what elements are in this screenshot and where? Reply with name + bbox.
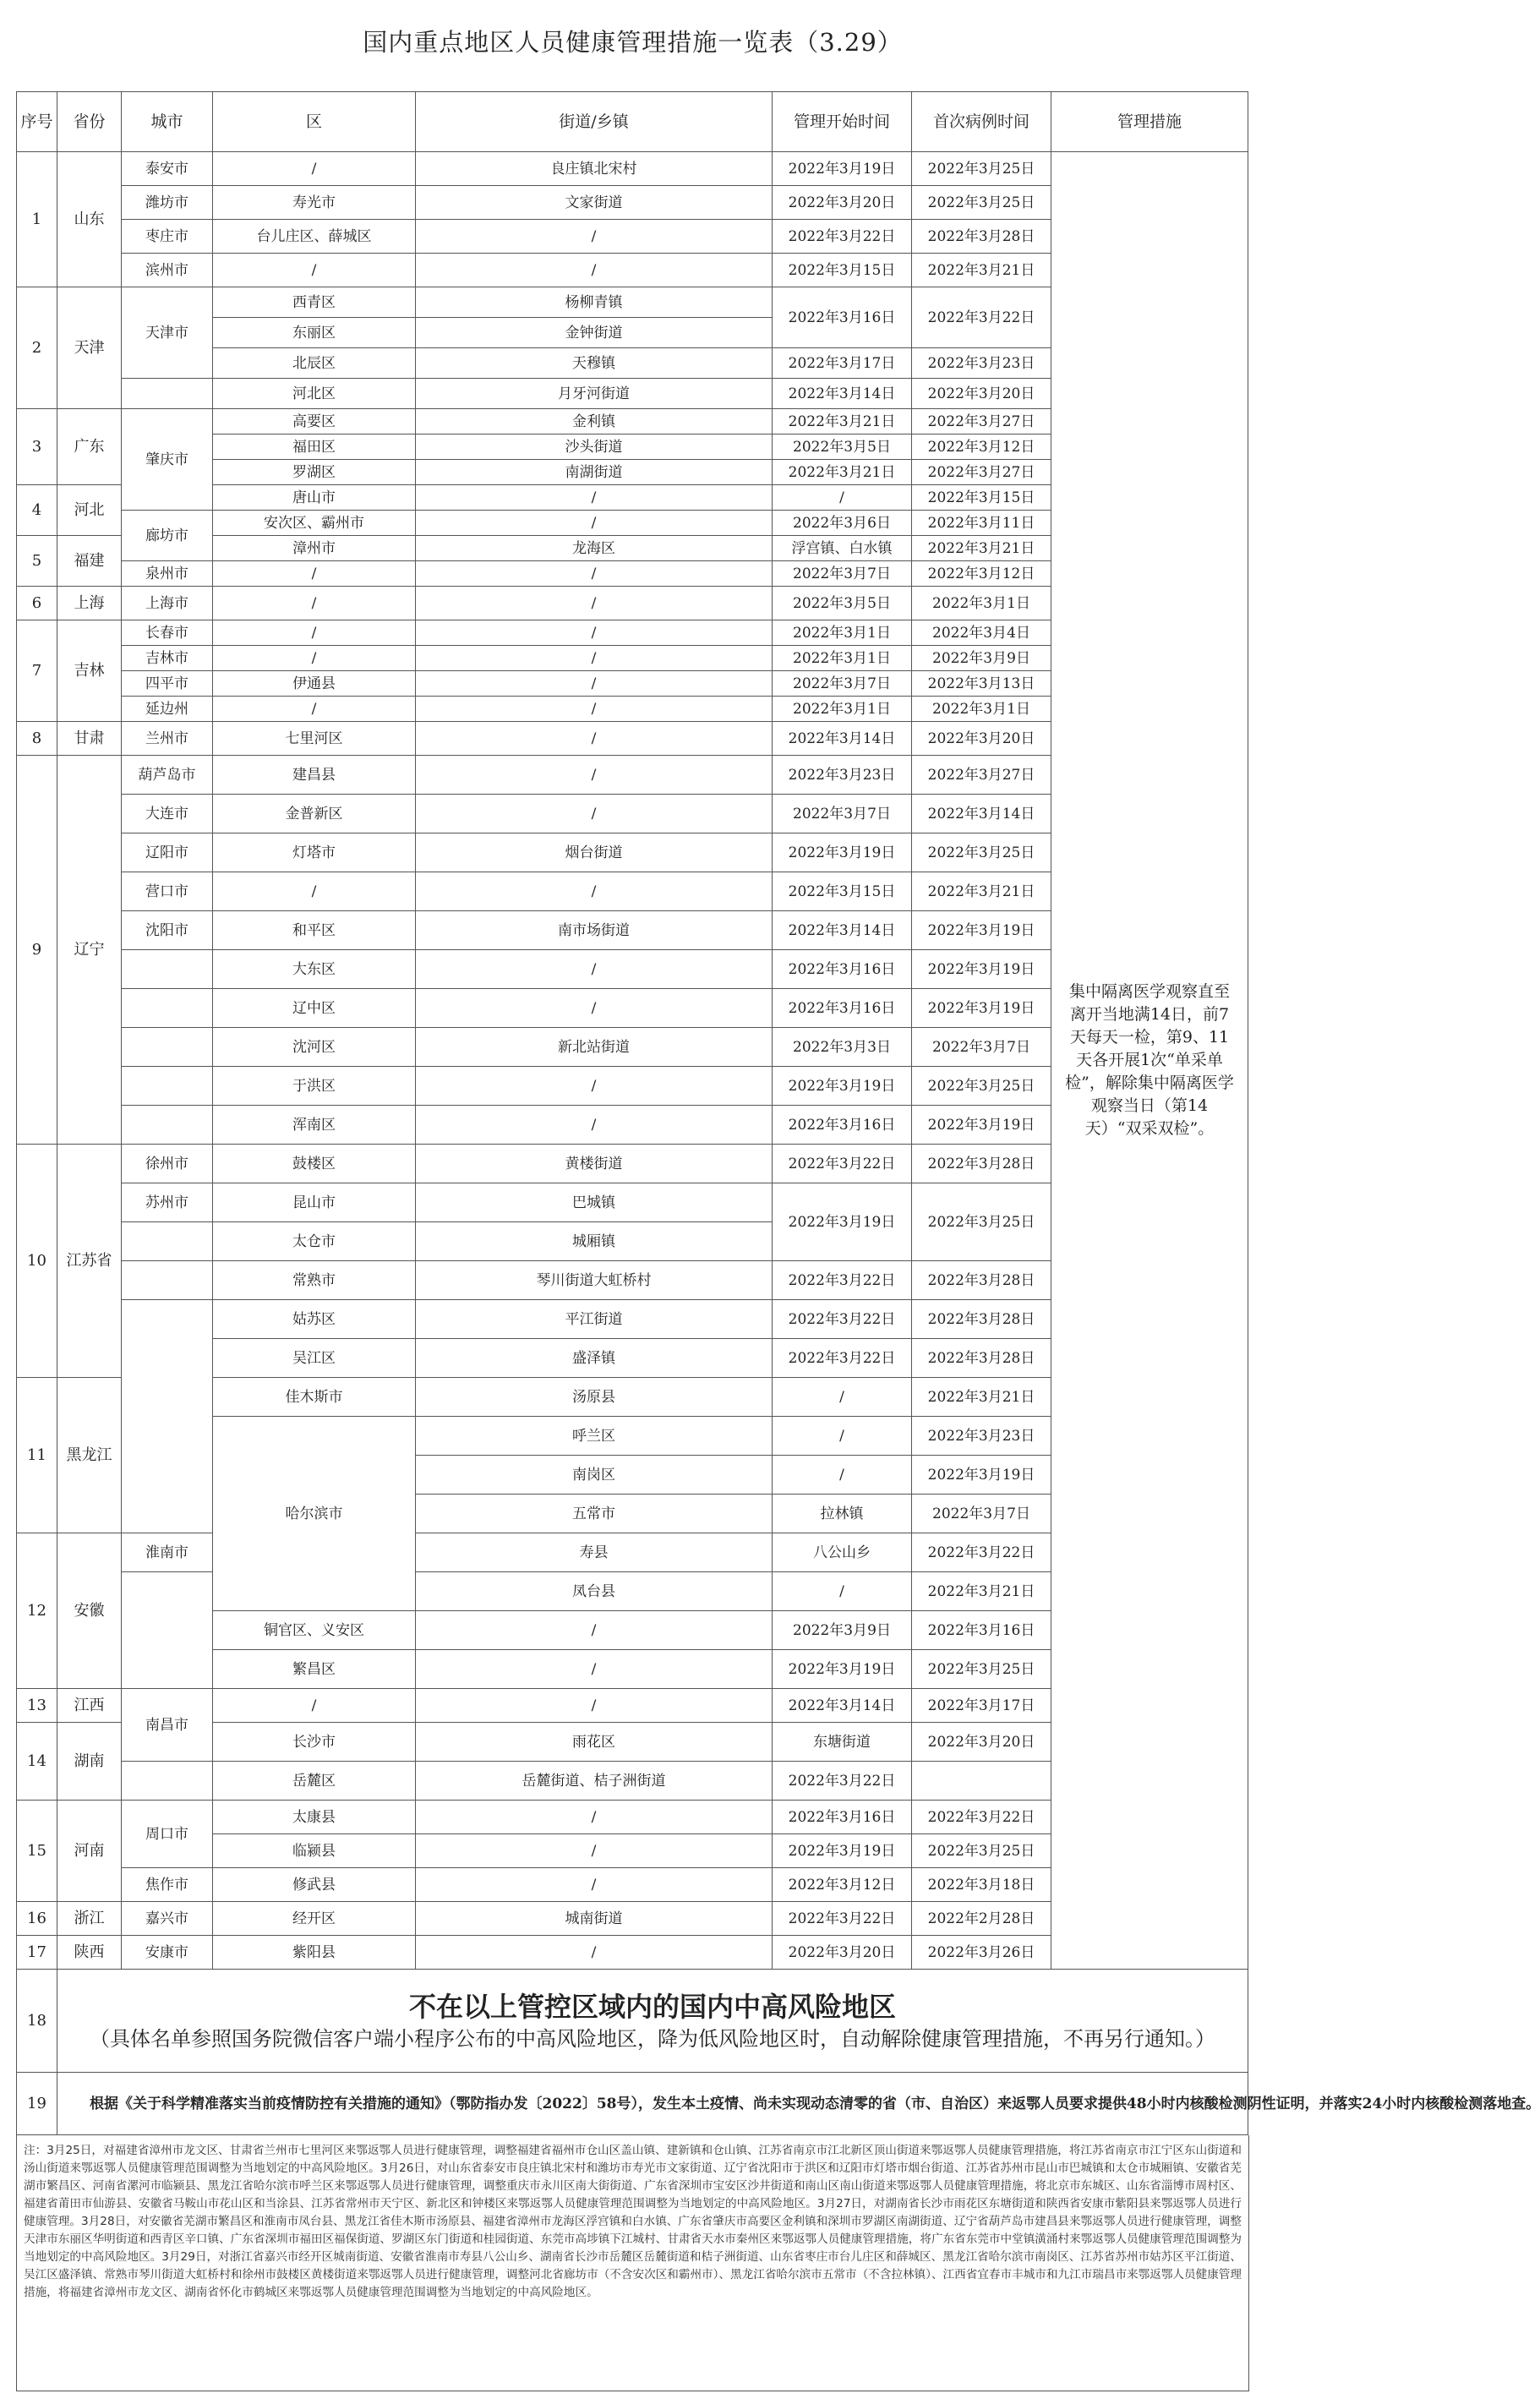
cell-start-date: 2022年3月22日 xyxy=(773,1762,912,1801)
header-city: 城市 xyxy=(122,92,213,152)
cell-first-case-date: 2022年2月28日 xyxy=(912,1902,1051,1936)
cell-street: 金钟街道 xyxy=(416,318,773,348)
cell-city: 安康市 xyxy=(122,1936,213,1970)
cell-first-case-date: 2022年3月28日 xyxy=(912,220,1051,254)
cell-start-date: 2022年3月22日 xyxy=(773,1261,912,1300)
cell-start-date: 2022年3月22日 xyxy=(912,1533,1051,1572)
cell-first-case-date: 2022年3月22日 xyxy=(912,287,1051,348)
cell-start-date: 2022年3月7日 xyxy=(912,1495,1051,1533)
cell-start-date: 2022年3月17日 xyxy=(773,348,912,379)
cell-city: 焦作市 xyxy=(122,1868,213,1902)
cell-province: 陕西 xyxy=(57,1936,122,1970)
cell-city: 淮南市 xyxy=(122,1533,213,1572)
cell-province: 河北 xyxy=(57,485,122,536)
cell-start-date: 2022年3月21日 xyxy=(773,460,912,485)
page-title: 国内重点地区人员健康管理措施一览表（3.29） xyxy=(363,28,903,57)
cell-first-case-date: 2022年3月25日 xyxy=(912,1183,1051,1261)
cell-first-case-date: 2022年3月21日 xyxy=(912,872,1051,911)
header-start-date: 管理开始时间 xyxy=(773,92,912,152)
row19-content: 根据《关于科学精准落实当前疫情防控有关措施的通知》（鄂防指办发〔2022〕58号），发生本土疫情、尚未实现动态清零的省（市、自治区）来返鄂人员要求提供48小时内核酸检测阴性证明，并落实24小时内核酸检测落地查。 xyxy=(57,2073,1248,2135)
cell-first-case-date: 2022年3月11日 xyxy=(912,511,1051,536)
cell-first-case-date: 2022年3月28日 xyxy=(912,1300,1051,1339)
table-header-row xyxy=(17,92,1248,152)
cell-street: / xyxy=(416,1067,773,1106)
cell-street: / xyxy=(416,1868,773,1902)
header-first-case-date: 首次病例时间 xyxy=(912,92,1051,152)
cell-city: 兰州市 xyxy=(122,722,213,756)
cell-district: 姑苏区 xyxy=(213,1300,416,1339)
cell-street: / xyxy=(416,795,773,833)
cell-city: 大连市 xyxy=(122,795,213,833)
cell-first-case-date: 2022年3月9日 xyxy=(912,646,1051,671)
cell-start-date: 2022年3月22日 xyxy=(773,1902,912,1936)
cell-street: 琴川街道大虹桥村 xyxy=(416,1261,773,1300)
cell-seq: 2 xyxy=(17,287,57,409)
cell-district: / xyxy=(213,561,416,587)
cell-city: 南昌市 xyxy=(122,1689,213,1762)
cell-district: 北辰区 xyxy=(213,348,416,379)
cell-first-case-date: 2022年3月25日 xyxy=(912,833,1051,872)
table-body xyxy=(17,152,1540,2135)
cell-district: / xyxy=(213,1689,416,1723)
cell-seq: 3 xyxy=(17,409,57,485)
cell-start-date: 2022年3月20日 xyxy=(773,1936,912,1970)
cell-city xyxy=(122,989,213,1028)
row18-content xyxy=(57,1970,1248,2073)
cell-measure: 集中隔离医学观察直至离开当地满14日，前7天每天一检，第9、11天各开展1次“单采单检”，解除集中隔离医学观察当日（第14天）“双采双检”。 xyxy=(1051,152,1248,1970)
cell-district: 常熟市 xyxy=(213,1261,416,1300)
cell-street: 平江街道 xyxy=(416,1300,773,1339)
cell-city: 泉州市 xyxy=(122,561,213,587)
cell-seq: 16 xyxy=(17,1902,57,1936)
header-district: 区 xyxy=(213,92,416,152)
cell-province: 河南 xyxy=(57,1801,122,1902)
cell-start-date: 2022年3月7日 xyxy=(773,671,912,697)
cell-street: / xyxy=(773,1417,912,1456)
cell-city xyxy=(122,1572,213,1689)
cell-district: 和平区 xyxy=(213,911,416,950)
cell-city: 营口市 xyxy=(122,872,213,911)
cell-start-date: 2022年3月19日 xyxy=(773,1067,912,1106)
cell-district: / xyxy=(213,152,416,186)
cell-street: 南市场街道 xyxy=(416,911,773,950)
cell-seq: 19 xyxy=(17,2073,57,2135)
table-row-19 xyxy=(17,2073,1248,2135)
cell-street: / xyxy=(416,1650,773,1689)
cell-province: 天津 xyxy=(57,287,122,409)
cell-district: 紫阳县 xyxy=(213,1936,416,1970)
cell-city: 苏州市 xyxy=(122,1183,213,1222)
cell-street: 盛泽镇 xyxy=(416,1339,773,1378)
cell-street: 黄楼街道 xyxy=(416,1145,773,1183)
cell-seq: 10 xyxy=(17,1145,57,1378)
cell-first-case-date: 2022年3月28日 xyxy=(912,1145,1051,1183)
cell-city: 天津市 xyxy=(122,287,213,379)
cell-seq: 5 xyxy=(17,536,57,587)
cell-seq: 15 xyxy=(17,1801,57,1902)
cell-province: 山东 xyxy=(57,152,122,287)
cell-district: 辽中区 xyxy=(213,989,416,1028)
cell-district: 台儿庄区、薛城区 xyxy=(213,220,416,254)
cell-province: 广东 xyxy=(57,409,122,485)
cell-first-case-date: 2022年3月4日 xyxy=(912,620,1051,646)
cell-start-date: 2022年3月21日 xyxy=(912,536,1051,561)
cell-province: 江苏省 xyxy=(57,1145,122,1378)
cell-first-case-date: 2022年3月19日 xyxy=(912,911,1051,950)
cell-street: / xyxy=(416,1689,773,1723)
cell-district: 沈河区 xyxy=(213,1028,416,1067)
cell-street: 八公山乡 xyxy=(773,1533,912,1572)
table-row xyxy=(17,152,1248,186)
cell-city: 徐州市 xyxy=(122,1145,213,1183)
cell-district: / xyxy=(213,872,416,911)
cell-province: 甘肃 xyxy=(57,722,122,756)
cell-district: 太仓市 xyxy=(213,1222,416,1261)
cell-first-case-date: 2022年3月28日 xyxy=(912,1339,1051,1378)
cell-street: 文家街道 xyxy=(416,186,773,220)
cell-city: 滨州市 xyxy=(122,254,213,287)
cell-street: / xyxy=(773,485,912,511)
cell-district: 东丽区 xyxy=(213,318,416,348)
cell-street: / xyxy=(416,756,773,795)
cell-street: / xyxy=(773,1378,912,1417)
cell-first-case-date: 2022年3月27日 xyxy=(912,460,1051,485)
cell-start-date: 2022年3月14日 xyxy=(773,379,912,409)
cell-first-case-date: 2022年3月7日 xyxy=(912,1028,1051,1067)
cell-first-case-date: 2022年3月12日 xyxy=(912,434,1051,460)
cell-city: 枣庄市 xyxy=(122,220,213,254)
cell-first-case-date: 2022年3月25日 xyxy=(912,1067,1051,1106)
cell-start-date: 2022年3月21日 xyxy=(912,1378,1051,1417)
cell-street: 烟台街道 xyxy=(416,833,773,872)
cell-start-date: 2022年3月5日 xyxy=(773,587,912,620)
cell-city: 廊坊市 xyxy=(122,511,213,561)
cell-street: / xyxy=(416,220,773,254)
cell-start-date: 2022年3月14日 xyxy=(773,911,912,950)
cell-first-case-date: 2022年3月21日 xyxy=(912,254,1051,287)
cell-first-case-date: 2022年3月25日 xyxy=(912,1834,1051,1868)
cell-city xyxy=(122,950,213,989)
cell-first-case-date: 2022年3月1日 xyxy=(912,587,1051,620)
cell-district: 临颍县 xyxy=(213,1834,416,1868)
cell-district: 河北区 xyxy=(213,379,416,409)
cell-district: 龙海区 xyxy=(416,536,773,561)
cell-street: / xyxy=(416,1611,773,1650)
cell-street: / xyxy=(416,511,773,536)
cell-city: 吉林市 xyxy=(122,646,213,671)
cell-district: 修武县 xyxy=(213,1868,416,1902)
cell-start-date: 2022年3月3日 xyxy=(773,1028,912,1067)
cell-city xyxy=(122,1028,213,1067)
cell-district: 南岗区 xyxy=(416,1456,773,1495)
header-street: 街道/乡镇 xyxy=(416,92,773,152)
cell-city: 佳木斯市 xyxy=(213,1378,416,1417)
cell-first-case-date: 2022年3月14日 xyxy=(912,795,1051,833)
cell-province: 吉林 xyxy=(57,620,122,722)
cell-district: / xyxy=(416,485,773,511)
cell-street: / xyxy=(773,1456,912,1495)
cell-district: 灯塔市 xyxy=(213,833,416,872)
cell-street: / xyxy=(416,872,773,911)
cell-street: / xyxy=(416,697,773,722)
cell-street: / xyxy=(416,671,773,697)
cell-district: 汤原县 xyxy=(416,1378,773,1417)
cell-seq: 9 xyxy=(17,756,57,1145)
cell-start-date: 2022年3月16日 xyxy=(773,989,912,1028)
cell-street: 巴城镇 xyxy=(416,1183,773,1222)
cell-start-date: 2022年3月5日 xyxy=(773,434,912,460)
cell-first-case-date: 2022年3月12日 xyxy=(912,561,1051,587)
cell-district: 七里河区 xyxy=(213,722,416,756)
cell-district: / xyxy=(213,620,416,646)
cell-first-case-date: 2022年3月26日 xyxy=(912,1936,1051,1970)
cell-first-case-date: 2022年3月20日 xyxy=(912,379,1051,409)
cell-street: 月牙河街道 xyxy=(416,379,773,409)
cell-city: 长春市 xyxy=(122,620,213,646)
cell-first-case-date: 2022年3月19日 xyxy=(912,989,1051,1028)
cell-first-case-date: 2022年3月25日 xyxy=(912,152,1051,186)
cell-district: / xyxy=(213,254,416,287)
cell-first-case-date: 2022年3月25日 xyxy=(912,186,1051,220)
cell-street: / xyxy=(416,646,773,671)
cell-seq: 18 xyxy=(17,1970,57,2073)
cell-start-date: 2022年3月1日 xyxy=(773,646,912,671)
cell-start-date: 2022年3月19日 xyxy=(773,1650,912,1689)
cell-province: 江西 xyxy=(57,1689,122,1723)
cell-street: / xyxy=(773,1572,912,1611)
cell-start-date: 2022年3月1日 xyxy=(773,697,912,722)
cell-district: 安次区、霸州市 xyxy=(213,511,416,536)
cell-district: 铜官区、义安区 xyxy=(213,1611,416,1650)
cell-first-case-date: 2022年3月28日 xyxy=(912,1261,1051,1300)
cell-district: 五常市 xyxy=(416,1495,773,1533)
cell-city: 长沙市 xyxy=(213,1723,416,1762)
cell-start-date: 2022年3月12日 xyxy=(773,1868,912,1902)
cell-district: 呼兰区 xyxy=(416,1417,773,1456)
cell-city: 葫芦岛市 xyxy=(122,756,213,795)
cell-district: / xyxy=(213,646,416,671)
cell-first-case-date: 2022年3月18日 xyxy=(912,1868,1051,1902)
cell-district: 福田区 xyxy=(213,434,416,460)
cell-start-date: 2022年3月19日 xyxy=(773,1183,912,1261)
cell-first-case-date: 2022年3月23日 xyxy=(912,348,1051,379)
cell-seq: 11 xyxy=(17,1378,57,1533)
cell-province: 浙江 xyxy=(57,1902,122,1936)
cell-seq: 7 xyxy=(17,620,57,722)
cell-city: 延边州 xyxy=(122,697,213,722)
cell-start-date: 2022年3月15日 xyxy=(773,872,912,911)
cell-district: 岳麓区 xyxy=(213,1762,416,1801)
cell-district: 繁昌区 xyxy=(213,1650,416,1689)
cell-start-date: 2022年3月16日 xyxy=(773,1106,912,1145)
cell-street: / xyxy=(416,561,773,587)
cell-start-date: 2022年3月22日 xyxy=(773,1145,912,1183)
cell-district: 寿县 xyxy=(416,1533,773,1572)
cell-street: / xyxy=(416,989,773,1028)
cell-start-date: 2022年3月16日 xyxy=(773,287,912,348)
cell-seq: 14 xyxy=(17,1723,57,1801)
cell-first-case-date: 2022年3月25日 xyxy=(912,1650,1051,1689)
footnote: 注：3月25日，对福建省漳州市龙文区、甘肃省兰州市七里河区来鄂返鄂人员进行健康管理，调整福建省福州市仓山区盖山镇、建新镇和仓山镇、江苏省南京市江北新区顶山街道来鄂返鄂人员健康管理措施，将江苏省南京市江宁区东山街道和汤山街道来鄂返鄂人员健康管理范围调整为当地划定的中高风险地区。3月26日，对山东省泰安市良庄镇北宋村和潍坊市寿光市文家街道、辽宁省沈阳市于洪区和辽阳市灯塔市烟台街道、江苏省苏州市昆山市巴城镇和太仓市城厢镇、安徽省芜湖市繁昌区、河南省漯河市临颍县、黑龙江省哈尔滨市呼兰区来鄂返鄂人员进行健康管理，调整重庆市永川区南大街街道、广东省深圳市宝安区沙井街道和南山区南山街道来鄂返鄂人员健康管理措施，将北京市东城区、山东省淄博市周村区、福建省莆田市仙游县、安徽省马鞍山市花山区和当涂县、江苏省常州市天宁区、新北区和钟楼区来鄂返鄂人员健康管理范围调整为当地划定的中高风险地区。3月27日，对湖南省长沙市雨花区东塘街道和陕西省安康市紫阳县来鄂返鄂人员进行健康管理。3月28日，对安徽省芜湖市繁昌区和淮南市凤台县、黑龙江省佳木斯市汤原县、福建省漳州市龙海区浮宫镇和白水镇、广东省肇庆市高要区金利镇和深圳市罗湖区南湖街道、辽宁省葫芦岛市建昌县来鄂返鄂人员进行健康管理，调整天津市东丽区华明街道和西青区辛口镇、广东省深圳市福田区福保街道、罗湖区东门街道和桂园街道、东莞市高埗镇下江城村、甘肃省天水市秦州区来鄂返鄂人员健康管理措施，将广东省东莞市中堂镇潢涌村来鄂返鄂人员健康管理范围调整为当地划定的中高风险地区。3月29日，对浙江省嘉兴市经开区城南街道、安徽省淮南市寿县八公山乡、湖南省长沙市岳麓区岳麓街道和桔子洲街道、山东省枣庄市台儿庄区和薛城区、黑龙江省哈尔滨市南岗区、江苏省苏州市姑苏区平江街道、吴江区盛泽镇、常熟市琴川街道大虹桥村和徐州市鼓楼区黄楼街道来鄂返鄂人员进行健康管理，调整河北省廊坊市（不含安次区和霸州市）、黑龙江省哈尔滨市五常市（不含拉林镇）、江西省宜春市丰城市和九江市瑞昌市来鄂返鄂人员健康管理措施，将福建省漳州市龙文区、湖南省怀化市鹤城区来鄂返鄂人员健康管理范围调整为当地划定的中高风险地区。 xyxy=(16,2135,1249,2391)
cell-street: / xyxy=(416,722,773,756)
cell-street: 良庄镇北宋村 xyxy=(416,152,773,186)
cell-city xyxy=(122,1261,213,1300)
cell-province: 黑龙江 xyxy=(57,1378,122,1533)
cell-start-date: 2022年3月21日 xyxy=(912,1572,1051,1611)
cell-start-date: 2022年3月19日 xyxy=(773,1834,912,1868)
cell-first-case-date: 2022年3月27日 xyxy=(912,756,1051,795)
cell-district: / xyxy=(213,697,416,722)
cell-city: 四平市 xyxy=(122,671,213,697)
cell-first-case-date: 2022年3月19日 xyxy=(912,950,1051,989)
cell-seq: 1 xyxy=(17,152,57,287)
cell-district: / xyxy=(213,587,416,620)
cell-street: 金利镇 xyxy=(416,409,773,434)
cell-start-date: 2022年3月6日 xyxy=(773,511,912,536)
cell-street: 杨柳青镇 xyxy=(416,287,773,318)
cell-city: 泰安市 xyxy=(122,152,213,186)
cell-street: 城厢镇 xyxy=(416,1222,773,1261)
cell-district: 凤台县 xyxy=(416,1572,773,1611)
cell-start-date: 2022年3月22日 xyxy=(773,220,912,254)
measures-table xyxy=(16,91,1540,2135)
cell-city: 唐山市 xyxy=(213,485,416,511)
cell-city: 肇庆市 xyxy=(122,409,213,511)
header-seq: 序号 xyxy=(17,92,57,152)
cell-district: 罗湖区 xyxy=(213,460,416,485)
cell-first-case-date: 2022年3月22日 xyxy=(912,1801,1051,1834)
cell-start-date: 2022年3月15日 xyxy=(912,485,1051,511)
cell-street: 城南街道 xyxy=(416,1902,773,1936)
cell-first-case-date: 2022年3月13日 xyxy=(912,671,1051,697)
cell-seq: 8 xyxy=(17,722,57,756)
cell-seq: 6 xyxy=(17,587,57,620)
cell-start-date: 2022年3月16日 xyxy=(773,1801,912,1834)
table-row-18 xyxy=(17,1970,1248,2073)
cell-street: 新北站街道 xyxy=(416,1028,773,1067)
cell-start-date: 2022年3月22日 xyxy=(773,1339,912,1378)
cell-street: 沙头街道 xyxy=(416,434,773,460)
cell-start-date: 2022年3月1日 xyxy=(773,620,912,646)
cell-city xyxy=(122,1762,213,1801)
cell-street: / xyxy=(416,1106,773,1145)
cell-city xyxy=(122,1067,213,1106)
cell-first-case-date: 2022年3月1日 xyxy=(912,697,1051,722)
cell-city: 沈阳市 xyxy=(122,911,213,950)
cell-province: 辽宁 xyxy=(57,756,122,1145)
cell-first-case-date: 2022年3月16日 xyxy=(912,1611,1051,1650)
cell-seq: 13 xyxy=(17,1689,57,1723)
cell-district: 雨花区 xyxy=(416,1723,773,1762)
cell-district: 大东区 xyxy=(213,950,416,989)
cell-start-date: 2022年3月19日 xyxy=(912,1456,1051,1495)
cell-seq: 12 xyxy=(17,1533,57,1689)
cell-street: / xyxy=(416,620,773,646)
header-measure: 管理措施 xyxy=(1051,92,1248,152)
cell-district: 高要区 xyxy=(213,409,416,434)
cell-city: 潍坊市 xyxy=(122,186,213,220)
cell-district: 太康县 xyxy=(213,1801,416,1834)
cell-district: 吴江区 xyxy=(213,1339,416,1378)
cell-street: / xyxy=(416,950,773,989)
cell-start-date: 2022年3月21日 xyxy=(773,409,912,434)
cell-district: 经开区 xyxy=(213,1902,416,1936)
cell-seq: 17 xyxy=(17,1936,57,1970)
cell-start-date: 2022年3月15日 xyxy=(773,254,912,287)
cell-city xyxy=(122,1300,213,1533)
cell-street: 天穆镇 xyxy=(416,348,773,379)
cell-district: 西青区 xyxy=(213,287,416,318)
cell-district: 建昌县 xyxy=(213,756,416,795)
cell-start-date: 2022年3月22日 xyxy=(773,1300,912,1339)
cell-start-date: 2022年3月20日 xyxy=(773,186,912,220)
cell-start-date: 2022年3月14日 xyxy=(773,722,912,756)
cell-street: 拉林镇 xyxy=(773,1495,912,1533)
row18-main: 不在以上管控区域内的国内中高风险地区 xyxy=(408,1990,896,2023)
cell-district: 金普新区 xyxy=(213,795,416,833)
cell-start-date: 2022年3月7日 xyxy=(773,561,912,587)
cell-district: 于洪区 xyxy=(213,1067,416,1106)
cell-start-date: 2022年3月16日 xyxy=(773,950,912,989)
cell-province: 安徽 xyxy=(57,1533,122,1689)
cell-city xyxy=(122,1222,213,1261)
cell-start-date: 2022年3月23日 xyxy=(773,756,912,795)
cell-city xyxy=(122,1106,213,1145)
cell-street: / xyxy=(416,587,773,620)
cell-city: 上海市 xyxy=(122,587,213,620)
row18-sub: （具体名单参照国务院微信客户端小程序公布的中高风险地区，降为低风险地区时，自动解除健康管理措施，不再另行通知。） xyxy=(90,2026,1215,2051)
cell-start-date: 2022年3月14日 xyxy=(773,1689,912,1723)
cell-province: 福建 xyxy=(57,536,122,587)
cell-city: 嘉兴市 xyxy=(122,1902,213,1936)
cell-start-date: 2022年3月9日 xyxy=(773,1611,912,1650)
cell-first-case-date: 2022年3月19日 xyxy=(912,1106,1051,1145)
cell-start-date: 2022年3月19日 xyxy=(773,152,912,186)
cell-city: 周口市 xyxy=(122,1801,213,1868)
cell-province: 上海 xyxy=(57,587,122,620)
cell-street: / xyxy=(416,1834,773,1868)
cell-street: / xyxy=(416,1801,773,1834)
cell-district: 鼓楼区 xyxy=(213,1145,416,1183)
cell-seq: 4 xyxy=(17,485,57,536)
cell-city: 辽阳市 xyxy=(122,833,213,872)
cell-street: / xyxy=(416,254,773,287)
cell-street: / xyxy=(416,1936,773,1970)
cell-first-case-date: 2022年3月17日 xyxy=(912,1689,1051,1723)
cell-province: 湖南 xyxy=(57,1723,122,1801)
cell-district: 寿光市 xyxy=(213,186,416,220)
cell-district: 浑南区 xyxy=(213,1106,416,1145)
cell-city: 漳州市 xyxy=(213,536,416,561)
cell-start-date: 2022年3月19日 xyxy=(773,833,912,872)
cell-start-date: 2022年3月23日 xyxy=(912,1417,1051,1456)
cell-district: 伊通县 xyxy=(213,671,416,697)
cell-street: 岳麓街道、桔子洲街道 xyxy=(416,1762,773,1801)
cell-district: 昆山市 xyxy=(213,1183,416,1222)
header-province: 省份 xyxy=(57,92,122,152)
cell-start-date: 2022年3月20日 xyxy=(912,1723,1051,1762)
cell-city xyxy=(122,379,213,409)
cell-street: 南湖街道 xyxy=(416,460,773,485)
cell-first-case-date: 2022年3月27日 xyxy=(912,409,1051,434)
cell-city: 哈尔滨市 xyxy=(213,1417,416,1611)
cell-start-date: 2022年3月7日 xyxy=(773,795,912,833)
cell-street: 浮宫镇、白水镇 xyxy=(773,536,912,561)
cell-first-case-date: 2022年3月20日 xyxy=(912,722,1051,756)
cell-street: 东塘街道 xyxy=(773,1723,912,1762)
